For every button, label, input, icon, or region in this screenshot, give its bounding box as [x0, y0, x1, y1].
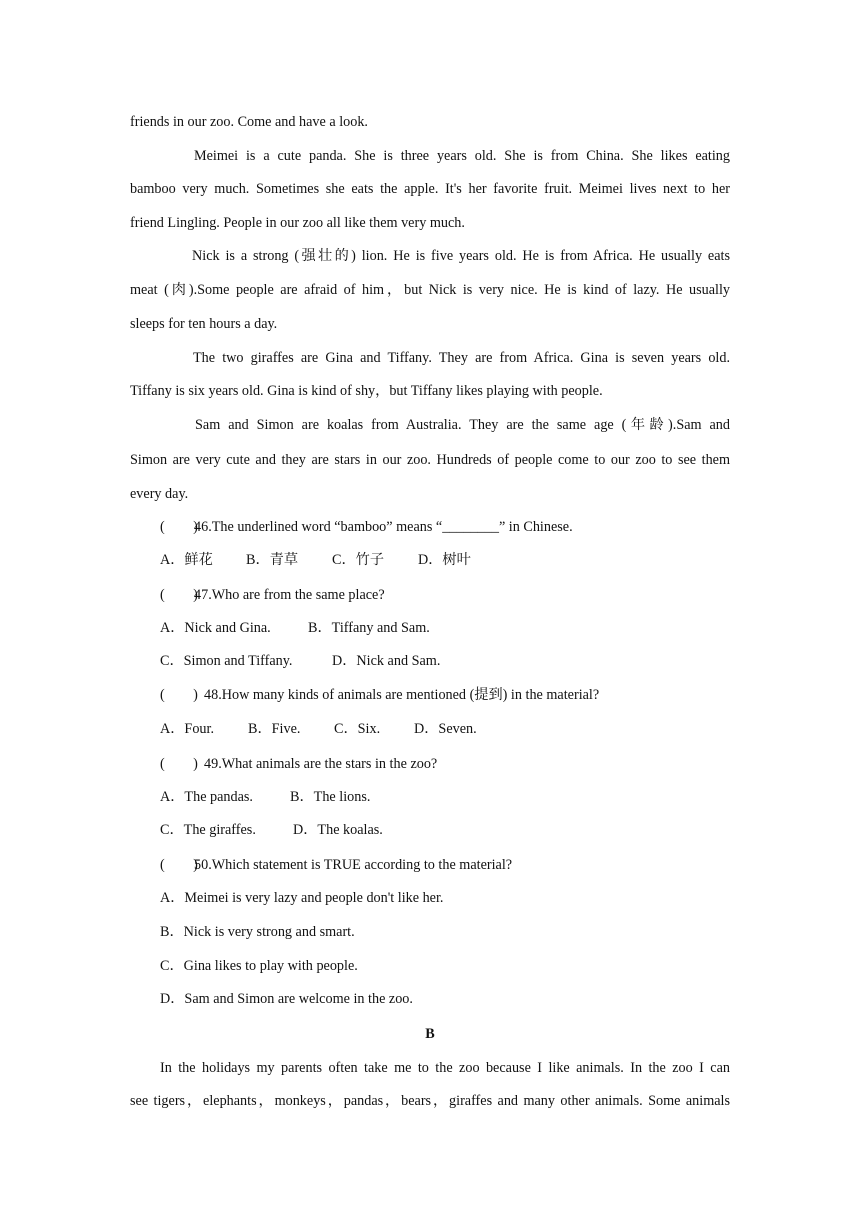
question-49 [160, 754, 760, 774]
passage-line: see tigers，elephants，monkeys，pandas，bears，giraffes and many other animals. Some animals [130, 1093, 730, 1109]
question-stem: 47.Who are from the same place? [194, 587, 385, 603]
passage-line: meat (肉).Some people are afraid of him，but Nick is very nice. He is kind of lazy. He usually [130, 282, 730, 298]
passage-line: sleeps for ten hours a day. [130, 316, 278, 332]
option-50-a[interactable]: A．Meimei is very lazy and people don't like her. [160, 890, 444, 906]
option[interactable]: A．Nick and Gina. [160, 620, 271, 636]
answer-blank[interactable]: ( ) [160, 587, 198, 603]
option[interactable]: C．Simon and Tiffany. [160, 653, 293, 669]
question-stem: 46.The underlined word “bamboo” means “________” in Chinese. [194, 519, 573, 535]
passage-line: Simon are very cute and they are stars in our zoo. Hundreds of people come to our zoo to see them [130, 452, 730, 468]
options-49-row2 [160, 820, 760, 840]
option[interactable]: D．Nick and Sam. [332, 653, 441, 669]
question-50 [160, 855, 760, 875]
answer-blank[interactable]: ( ) [160, 519, 198, 535]
answer-blank[interactable]: ( ) [160, 857, 198, 873]
question-47 [160, 585, 760, 605]
options-47-row1 [160, 618, 760, 638]
question-stem: 49.What animals are the stars in the zoo? [204, 756, 438, 772]
passage-line: Tiffany is six years old. Gina is kind of shy，but Tiffany likes playing with people. [130, 383, 603, 399]
option[interactable]: D．The koalas. [293, 822, 383, 838]
option-50-d[interactable]: D．Sam and Simon are welcome in the zoo. [160, 991, 413, 1007]
passage-line: bamboo very much. Sometimes she eats the apple. It's her favorite fruit. Meimei lives next to her [130, 181, 730, 197]
passage-line: In the holidays my parents often take me to the zoo because I like animals. In the zoo I can [160, 1060, 730, 1076]
section-heading: B [425, 1026, 435, 1042]
answer-blank[interactable]: ( ) [160, 756, 198, 772]
question-stem: 48.How many kinds of animals are mentioned (提到) in the material? [204, 687, 600, 703]
options-49-row1 [160, 787, 760, 807]
option[interactable]: C．The giraffes. [160, 822, 256, 838]
passage-line: The two giraffes are Gina and Tiffany. They are from Africa. Gina is seven years old. [193, 350, 730, 366]
option[interactable]: B．The lions. [290, 789, 371, 805]
option[interactable]: B．Five. [248, 721, 301, 737]
question-stem: 50.Which statement is TRUE according to the material? [194, 857, 513, 873]
option[interactable]: D．树叶 [418, 552, 471, 568]
question-46 [160, 517, 760, 537]
passage-line: Meimei is a cute panda. She is three years old. She is from China. She likes eating [194, 148, 730, 164]
options-46 [160, 550, 760, 570]
option[interactable]: D．Seven. [414, 721, 477, 737]
options-48 [160, 719, 760, 739]
answer-blank[interactable]: ( ) [160, 687, 198, 703]
option[interactable]: A．Four. [160, 721, 214, 737]
question-48 [160, 685, 760, 705]
options-47-row2 [160, 651, 760, 671]
option[interactable]: A．鲜花 [160, 552, 213, 568]
option[interactable]: B．Tiffany and Sam. [308, 620, 430, 636]
option[interactable]: B．青草 [246, 552, 299, 568]
passage-line: Nick is a strong (强壮的) lion. He is five years old. He is from Africa. He usually eats [192, 248, 730, 264]
passage-line: Sam and Simon are koalas from Australia. They are the same age (年龄).Sam and [195, 417, 730, 433]
option[interactable]: A．The pandas. [160, 789, 253, 805]
option-50-b[interactable]: B．Nick is very strong and smart. [160, 924, 355, 940]
option-50-c[interactable]: C．Gina likes to play with people. [160, 958, 358, 974]
passage-line: every day. [130, 486, 189, 502]
option[interactable]: C．竹子 [332, 552, 385, 568]
passage-line: friend Lingling. People in our zoo all like them very much. [130, 215, 465, 231]
option[interactable]: C．Six. [334, 721, 381, 737]
passage-line: friends in our zoo. Come and have a look. [130, 114, 368, 130]
